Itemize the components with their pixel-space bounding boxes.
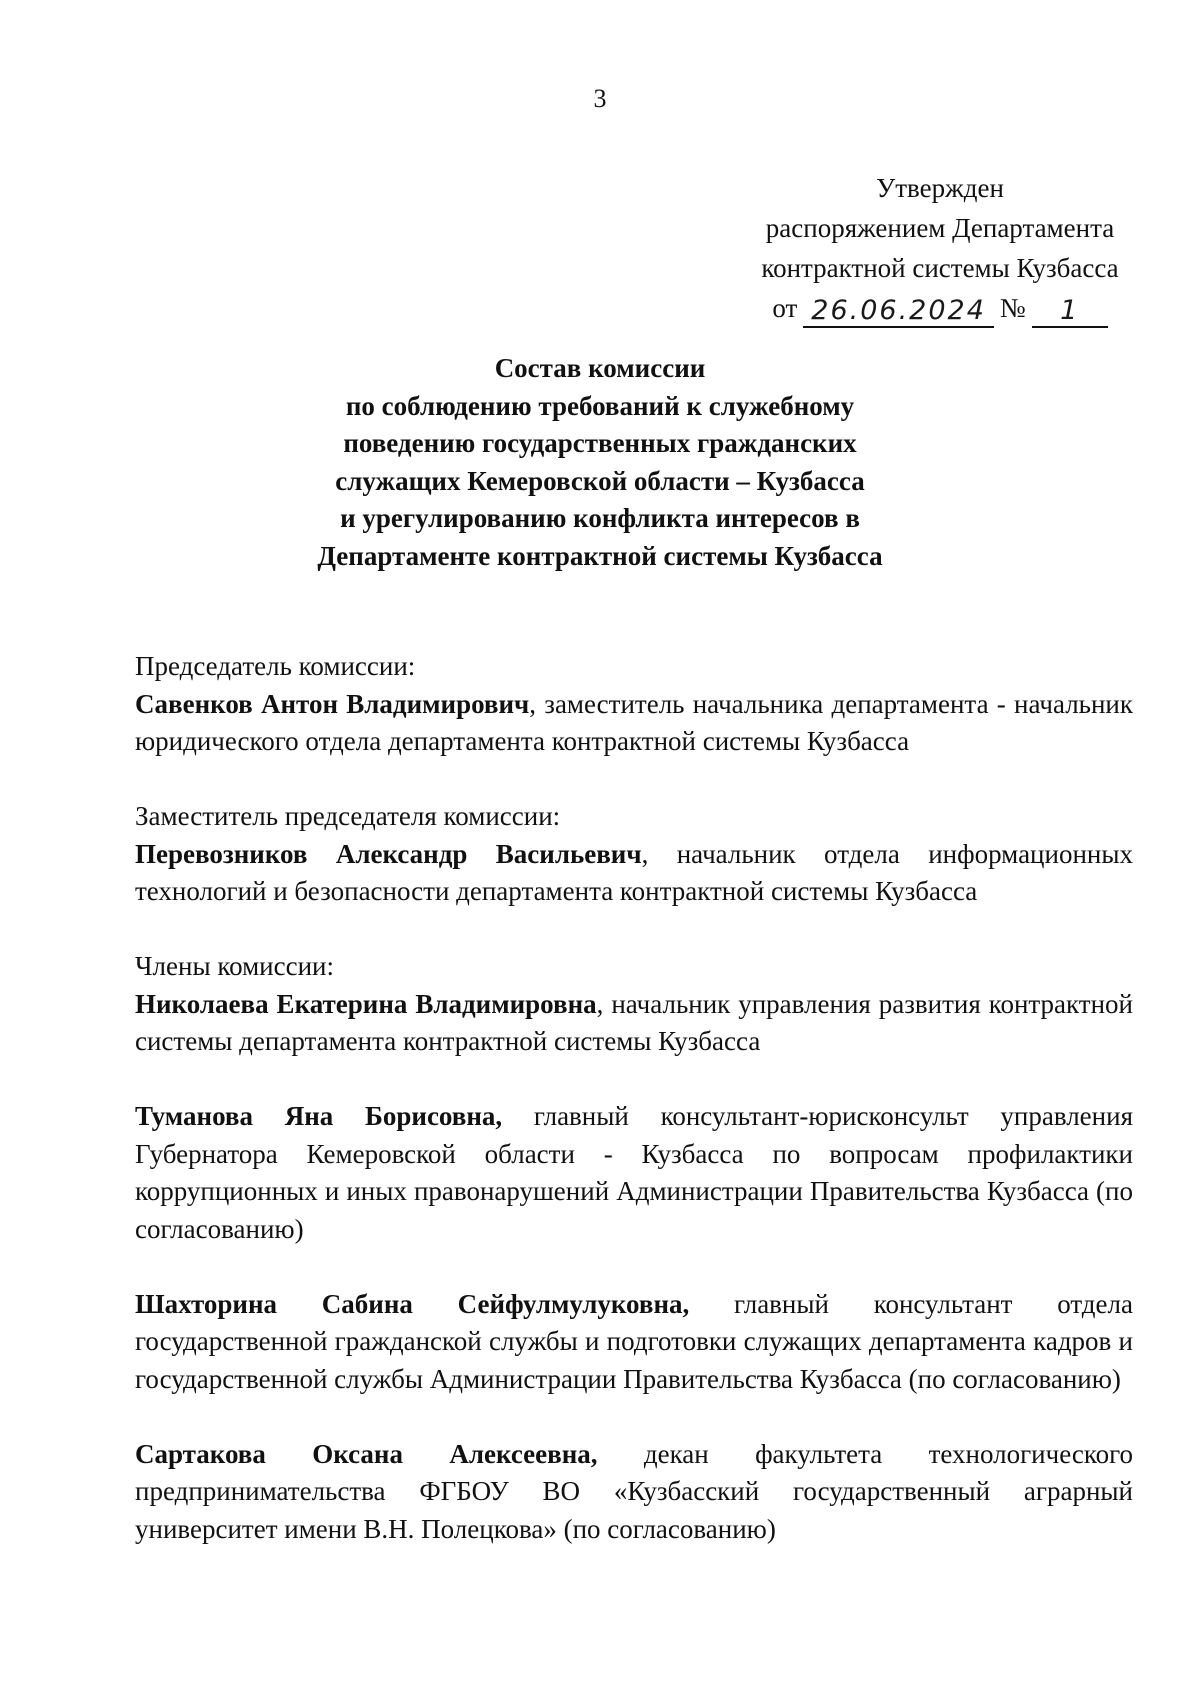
chair-name: Савенков Антон Владимирович <box>135 688 530 719</box>
approval-line-3: контрактной системы Кузбасса <box>761 253 1119 283</box>
member-role: главный консультант-юрисконсульт управления Губернатора Кемеровской области - Кузбасса по вопросам профилактики коррупционных и иных правонарушений Администрации Правительства Кузбасса (по согласованию) <box>135 1101 1133 1244</box>
handwritten-number: 1 <box>1032 296 1108 328</box>
members-heading: Члены комиссии: <box>135 951 334 981</box>
deputy-role: , начальник отдела информационных технологий и безопасности департамента контрактной системы Кузбасса <box>135 838 1133 906</box>
title-line-2: по соблюдению требований к служебному <box>345 390 855 421</box>
member-entry <box>135 1286 1133 1399</box>
title-line-1: Состав комиссии <box>494 353 706 383</box>
member-name: Туманова Яна Борисовна, <box>135 1101 503 1131</box>
approval-block <box>740 168 1140 328</box>
title-line-4: служащих Кемеровской области – Кузбасса <box>335 465 865 496</box>
chair-heading: Председатель комиссии: <box>135 651 416 681</box>
member-name: Шахторина Сабина Сейфулмулуковна, <box>135 1288 690 1319</box>
deputy-entry <box>135 836 1133 911</box>
title-line-5: и урегулированию конфликта интересов в <box>340 503 860 533</box>
page-number: 3 <box>593 84 607 113</box>
approval-line-1: Утвержден <box>876 173 1004 203</box>
approval-line-2: распоряжением Департамента <box>765 213 1115 243</box>
member-name: Сартакова Оксана Алексеевна, <box>135 1438 598 1469</box>
member-entry <box>135 986 1133 1061</box>
member-role: декан факультета технологического предпринимательства ФГБОУ ВО «Кузбасский государственный аграрный университет имени В.Н. Полецкова» (по согласованию) <box>135 1438 1133 1544</box>
member-name: Николаева Екатерина Владимировна <box>135 988 597 1019</box>
date-prefix: от <box>772 293 798 323</box>
deputy-name: Перевозников Александр Васильевич <box>135 838 642 869</box>
title-line-3: поведению государственных гражданских <box>343 428 857 458</box>
document-title <box>0 350 1200 575</box>
chair-entry <box>135 686 1133 761</box>
member-role: главный консультант отдела государственной гражданской службы и подготовки служащих департамента кадров и государственной службы Администрации Правительства Кузбасса (по согласованию) <box>135 1288 1133 1394</box>
approval-date-line <box>740 288 1140 328</box>
handwritten-date: 26.06.2024 <box>803 296 994 328</box>
number-sign: № <box>999 293 1026 323</box>
chair-role: , заместитель начальника департамента - начальник юридического отдела департамента контрактной системы Кузбасса <box>135 688 1133 756</box>
member-entry <box>135 1436 1133 1549</box>
member-role: , начальник управления развития контрактной системы департамента контрактной системы Кузбасса <box>135 988 1133 1056</box>
title-line-6: Департаменте контрактной системы Кузбасса <box>317 540 883 571</box>
commission-composition <box>135 648 1133 1548</box>
deputy-heading: Заместитель председателя комиссии: <box>135 801 561 831</box>
member-entry <box>135 1098 1133 1248</box>
